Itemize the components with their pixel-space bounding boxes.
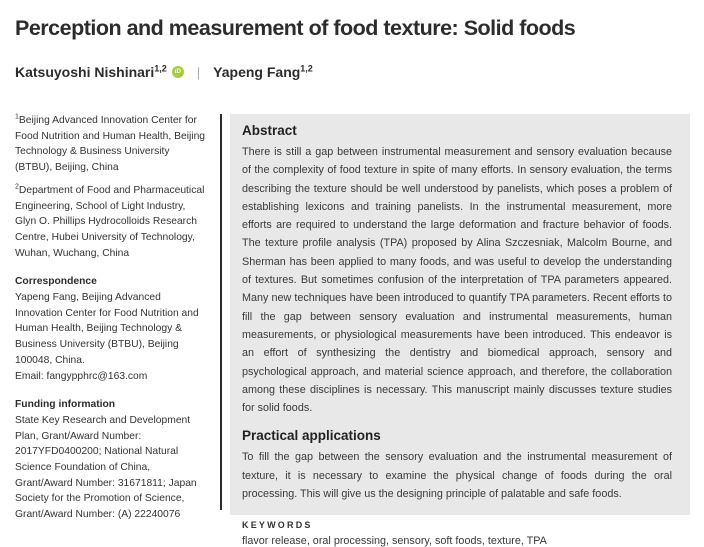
article-metadata-column xyxy=(15,113,208,523)
affiliation-2: $^2$Department of Food and Pharmaceutical Engineering, School of Light Industry, Glyn O. Phillips Hydrocolloids Research Centre, Hubei University of Technology, Wuhan, Wuchang, China xyxy=(15,183,205,259)
practical-applications-heading: Practical applications xyxy=(242,428,381,444)
funding-heading: Funding information xyxy=(15,399,116,411)
affiliation-1: $^1$Beijing Advanced Innovation Center for Food Nutrition and Human Health, Beijing Technology & Business University (BTBU), Beijing, China xyxy=(15,113,206,174)
correspondence-text: Yapeng Fang, Beijing Advanced Innovation Center for Food Nutrition and Human Health, Beijing Technology & Business University (BTBU), Beijing 100048, China. xyxy=(15,292,199,366)
funding-section xyxy=(15,397,208,523)
correspondence-section xyxy=(15,274,208,384)
keywords-heading: KEYWORDS xyxy=(242,520,313,531)
correspondence-email: Email: fangypphrc@163.com xyxy=(15,370,148,382)
orcid-icon[interactable]: iD xyxy=(172,66,184,78)
affiliation-1-marker: 1 xyxy=(15,113,19,121)
funding-text: State Key Research and Development Plan, Grant/Award Number: 2017YFD0400200; National Natural Science Foundation of China, Grant/Award Number: 31671811; Japan Society for the Promotion of Science, Grant/Award Number: (A) 22240076 xyxy=(15,414,197,521)
correspondence-heading: Correspondence xyxy=(15,276,97,288)
page-title: Perception and measurement of food texture: Solid foods xyxy=(15,16,576,40)
author-separator: | xyxy=(196,64,201,80)
keywords-text: flavor release, oral processing, sensory, soft foods, texture, TPA xyxy=(242,535,547,547)
abstract-panel xyxy=(230,114,690,547)
practical-applications-text: To fill the gap between the sensory evaluation and the instrumental measurement of texture, it is necessary to examine the physical change of foods during the oral processing. This will give us the designing principle of palatable and safe foods. xyxy=(242,451,672,501)
abstract-heading: Abstract xyxy=(242,123,297,138)
author-name-1: Katsuyoshi Nishinari$^{1,2}$ xyxy=(15,63,167,80)
column-divider-rule xyxy=(220,114,222,510)
affiliation-2-marker: 2 xyxy=(15,183,19,191)
abstract-text: There is still a gap between instrumental measurement and sensory evaluation because of the complexity of food texture in spite of many efforts. In sensory evaluation, the terms describing the texture should be well understood by panelists, which poses a problem of establishing lexicons and training panelists. In the instrumental measurement, more efforts are required to understand the large deformation and fracture behavior of foods. The texture profile analysis (TPA) proposed by Alina Szczesniak, Malcolm Bourne, and Sherman has been applied to many foods, and was useful to develop the understanding of textures. But sometimes confusion of the interpretation of TPA parameters appeared. Many new techniques have been introduced to quantify TPA parameters. Recent efforts to fill the gap between sensory evaluation and instrumental measurements, human measurements, or physiological measurements have been introduced. This endeavor is an effort of synthesizing the dentistry and biomedical approach, sensory and psychological approach, and material science approach, and therefore, the collaboration among these disciplines is necessary. This manuscript mainly discusses texture studies for solid foods. xyxy=(242,146,672,415)
author-byline xyxy=(15,64,313,80)
author-name-2: Yapeng Fang$^{1,2}$ xyxy=(213,63,313,80)
author-2-affiliation-sup: 1,2 xyxy=(300,63,313,74)
author-1-affiliation-sup: 1,2 xyxy=(154,63,167,74)
